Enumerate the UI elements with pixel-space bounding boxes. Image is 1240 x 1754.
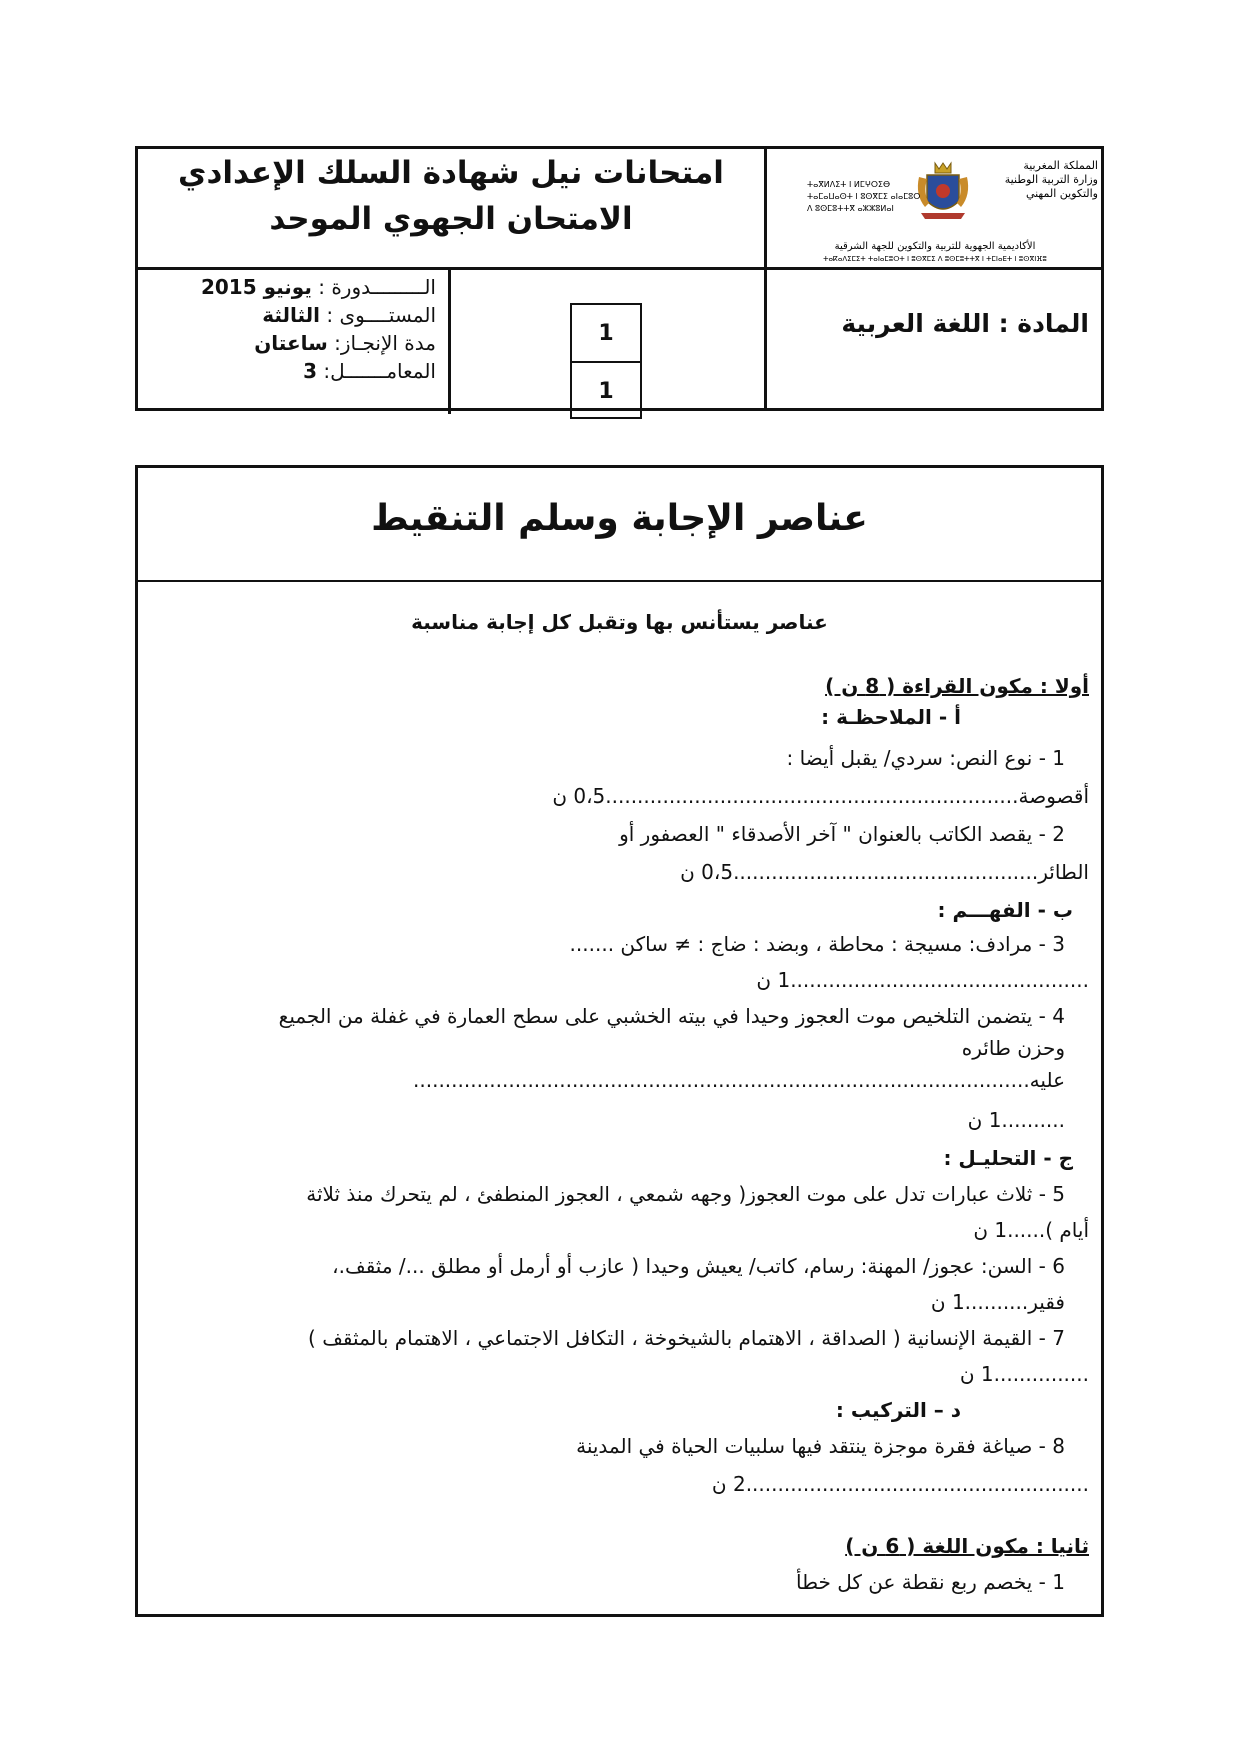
coefficient-value: 3 bbox=[303, 359, 318, 383]
question-2: 2 - يقصد الكاتب بالعنوان " آخر الأصدقاء " العصفور أو bbox=[619, 822, 1065, 846]
coefficient-row: المعامـــــــل: 3 bbox=[303, 359, 436, 383]
question-8: 8 - صياغة فقرة موجزة ينتقد فيها سلبيات الحياة في المدينة bbox=[576, 1434, 1065, 1458]
subsection-comprehension: ب - الفهـــم : bbox=[937, 898, 1073, 922]
question-4-line3: عليه................................................................................................. bbox=[413, 1068, 1065, 1092]
logo-text: وزارة التربية الوطنية bbox=[1004, 173, 1098, 186]
question-4-score: ..........1 ن bbox=[967, 1108, 1065, 1132]
question-3-score: ...............................................1 ن bbox=[756, 968, 1089, 992]
session-value: يونيو 2015 bbox=[200, 275, 312, 299]
page-number-box bbox=[570, 303, 642, 419]
question-2-score: الطائر................................................0،5 ن bbox=[680, 860, 1089, 884]
exam-header bbox=[135, 146, 1104, 411]
exam-title: امتحانات نيل شهادة السلك الإعدادي bbox=[178, 155, 724, 191]
exam-subtitle: الامتحان الجهوي الموحد bbox=[269, 201, 633, 237]
question-6: 6 - السن: عجوز/ المهنة: رسام، كاتب/ يعيش وحيدا ( عازب أو أرمل أو مطلق .../ مثقف.، bbox=[332, 1254, 1065, 1278]
question-9: 1 - يخصم ربع نقطة عن كل خطأ bbox=[796, 1570, 1065, 1594]
subsection-analysis: ج - التحليـل : bbox=[943, 1146, 1073, 1170]
logo-text: ⵜⴰⴽⴰⴷⵉⵎⵉⵜ ⵜⴰⵏⴰⵎⵓⵔⵜ ⵏ ⵓⵙⴳⵎⵉ ⴷ ⵓⵙⵎⵓⵜⵜⴳ ⵏ ⵜⵎⵏⴰⴹⵜ ⵏ ⵓⵙⴳⵏⴼⵓ bbox=[823, 255, 1047, 263]
subsection-observation: أ - الملاحظـة : bbox=[821, 705, 961, 729]
subsection-composition: د – التركيب : bbox=[835, 1398, 961, 1422]
section-reading: أولا : مكون القراءة ( 8 ن ) bbox=[825, 674, 1089, 698]
logo-text: ⴷ ⵓⵙⵎⵓⵜⵜⴳ ⴰⵣⵣⵓⵍⴰⵏ bbox=[807, 204, 894, 213]
exam-info bbox=[138, 273, 444, 385]
coat-of-arms-icon bbox=[767, 149, 1104, 267]
logo-text: الأكاديمية الجهوية للتربية والتكوين للجهة الشرقية bbox=[834, 241, 1036, 252]
ministry-logo bbox=[767, 149, 1104, 267]
question-4-line2: وحزن طائره bbox=[961, 1036, 1065, 1060]
question-7-score: ...............1 ن bbox=[959, 1362, 1089, 1386]
page-number: 1 bbox=[572, 305, 640, 363]
question-1-score: أقصوصة.................................................................0،5 ن bbox=[552, 784, 1089, 808]
subject-label: المادة : اللغة العربية bbox=[841, 309, 1089, 338]
question-4: 4 - يتضمن التلخيص موت العجوز وحيدا في بيته الخشبي على سطح العمارة في غفلة من الجميع bbox=[278, 1004, 1065, 1028]
logo-text: ⵜⴰⵎⴰⵡⴰⵙⵜ ⵏ ⵓⵙⴳⵎⵉ ⴰⵏⴰⵎⵓⵔ bbox=[807, 192, 921, 201]
logo-text: المملكة المغربية bbox=[1023, 159, 1098, 172]
page-total: 1 bbox=[598, 378, 614, 404]
answer-key bbox=[135, 465, 1104, 1617]
answer-key-title: عناصر الإجابة وسلم التنقيط bbox=[371, 498, 868, 539]
level-row: المستــــوى : الثالثة bbox=[262, 303, 436, 327]
question-5: 5 - ثلاث عبارات تدل على موت العجوز( وجهه شمعي ، العجوز المنطفئ ، لم يتحرك منذ ثلاثة bbox=[306, 1182, 1065, 1206]
question-8-score: ......................................................2 ن bbox=[711, 1472, 1089, 1496]
duration-row: مدة الإنجـاز: ساعتان bbox=[254, 331, 436, 355]
question-1: 1 - نوع النص: سردي/ يقبل أيضا : bbox=[786, 746, 1065, 770]
title-divider bbox=[138, 580, 1101, 582]
duration-value: ساعتان bbox=[254, 331, 328, 355]
header-divider bbox=[138, 267, 1101, 270]
answer-key-note: عناصر يستأنس بها وتقبل كل إجابة مناسبة bbox=[411, 610, 828, 634]
level-value: الثالثة bbox=[262, 303, 321, 327]
section-language: ثانيا : مكون اللغة ( 6 ن ) bbox=[845, 1534, 1089, 1558]
logo-text: والتكوين المهني bbox=[1025, 187, 1098, 200]
header-divider bbox=[448, 269, 451, 414]
question-5-score: أيام )......1 ن bbox=[973, 1218, 1089, 1242]
logo-text: ⵜⴰⴳⵍⴷⵉⵜ ⵏ ⵍⵎⵖⵔⵉⴱ bbox=[807, 180, 891, 189]
question-6-score: فقير..........1 ن bbox=[930, 1290, 1065, 1314]
question-7: 7 - القيمة الإنسانية ( الصداقة ، الاهتمام بالشيخوخة ، التكافل الاجتماعي ، الاهتمام بالمثقف ) bbox=[308, 1326, 1065, 1350]
session-row: الـــــــــدورة : يونيو 2015 bbox=[200, 275, 436, 299]
question-3: 3 - مرادف: مسيجة : محاطة ، وبضد : ضاج : ≠ ساكن ....... bbox=[569, 932, 1065, 956]
